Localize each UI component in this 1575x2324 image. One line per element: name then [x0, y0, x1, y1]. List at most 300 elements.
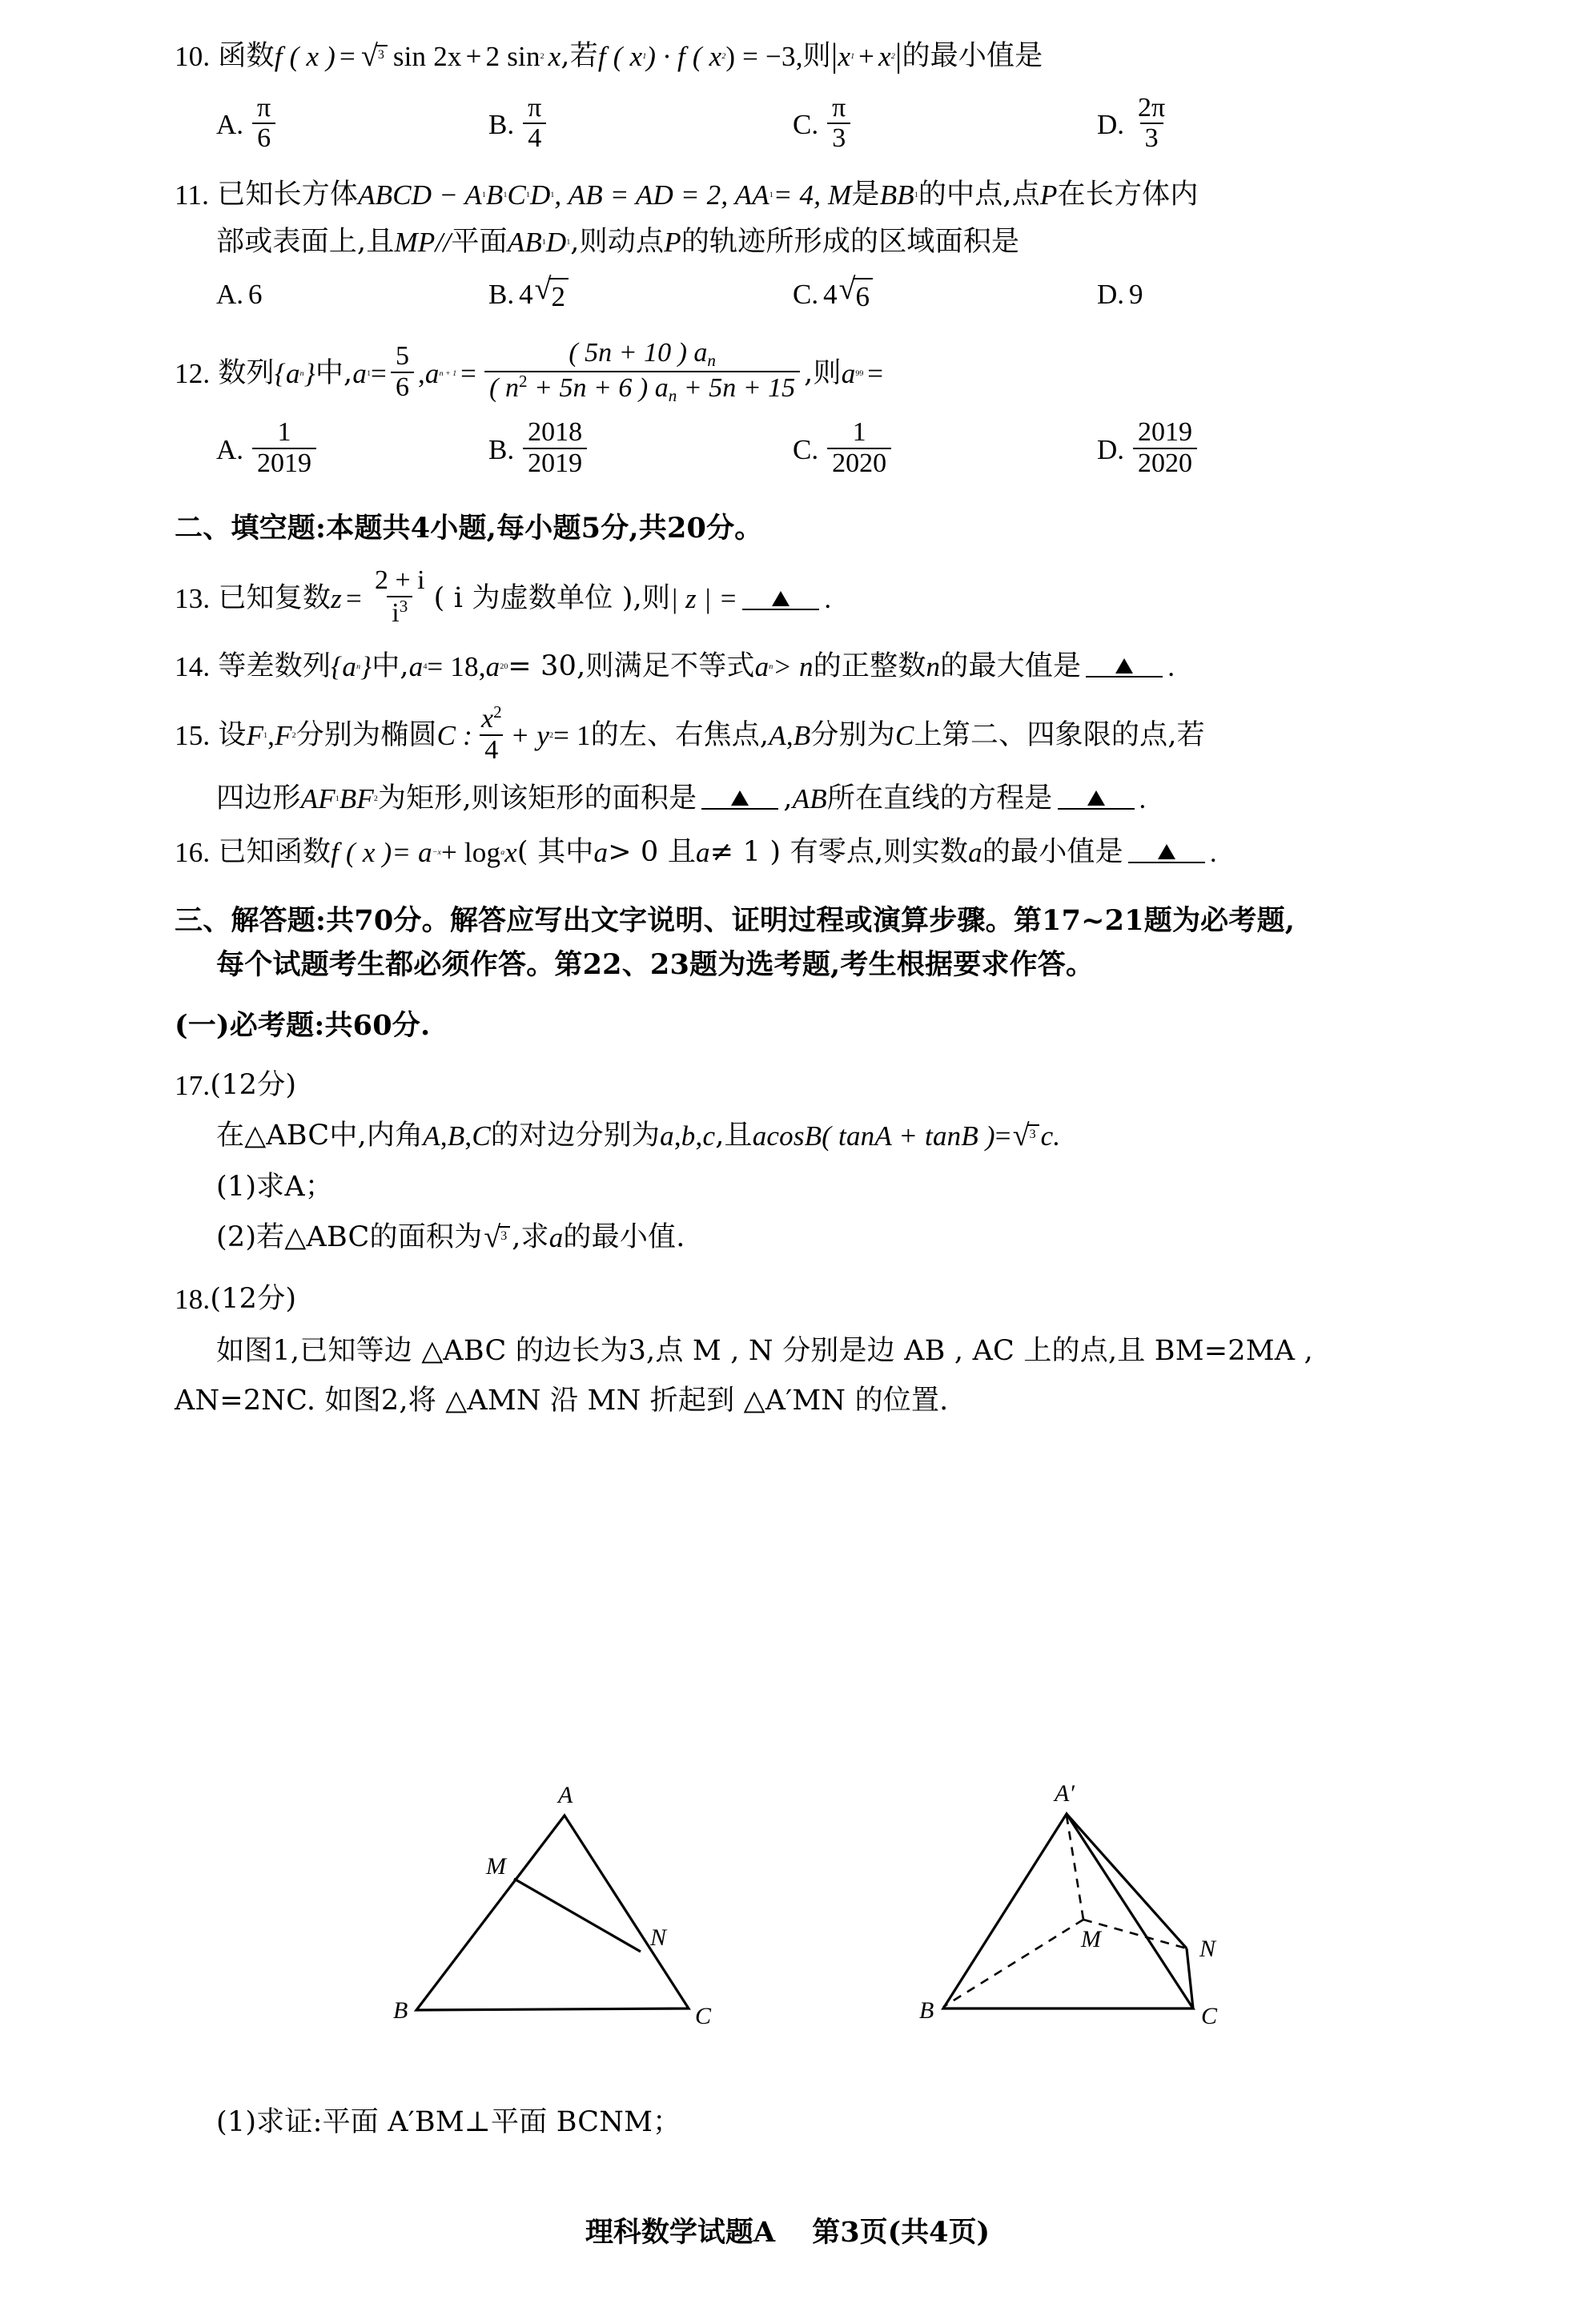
- q10-stem-text: 函数: [218, 40, 275, 73]
- q11-solid2: B: [485, 179, 504, 211]
- q12-option-d-label: D.: [1097, 434, 1125, 466]
- q11-plane2: D: [545, 227, 567, 259]
- question-11: [175, 179, 1504, 211]
- q13-equals: =: [346, 583, 362, 615]
- q11-plane: AB: [507, 227, 542, 259]
- hidden-edge-m-b: [943, 1920, 1083, 2007]
- q12-ze: ,则: [804, 357, 842, 390]
- question-17-sub1: [175, 1171, 1504, 1204]
- q11-option-c-value: 4: [823, 278, 838, 310]
- figure-1-label-B: B: [393, 1997, 408, 2024]
- q15-C2: C: [894, 720, 914, 752]
- q16-a2: a: [696, 836, 710, 868]
- q16-log-base: a: [500, 847, 505, 857]
- q18-line1-text: 如图1,已知等边 △ABC 的边长为3,点 M , N 分别是边 AB , AC 上的点,且 BM=2MA ,: [216, 1335, 1313, 1368]
- q11-l2-d: 的轨迹所形成的区域面积是: [681, 226, 1020, 259]
- q16-eq-a: = a: [392, 836, 432, 868]
- q17-c2: ,: [464, 1120, 472, 1152]
- q12-num-text: ( 5n + 10 ) a: [569, 338, 708, 368]
- q11-mp: MP//: [394, 227, 452, 259]
- q14-inequality: > n: [773, 650, 814, 682]
- q16-a3: a: [968, 836, 982, 868]
- q11-point-p2: P: [664, 227, 681, 259]
- q14-zhong: 中,: [372, 649, 409, 682]
- figure-2-label-N: N: [1199, 1936, 1216, 1962]
- q17-sub2-sqrt3: √ 3: [484, 1222, 510, 1252]
- q10-plus: +: [465, 41, 482, 73]
- q11-sub-5: 1: [769, 191, 773, 200]
- question-15: [175, 702, 1504, 766]
- question-17-body: [175, 1120, 1504, 1152]
- q15-y-exponent: 2: [549, 731, 554, 741]
- figure-2-label-A-prime: A′: [1055, 1780, 1075, 1807]
- q10-fx: f ( x ): [274, 41, 335, 73]
- q12-an1-sub: n + 1: [439, 369, 457, 379]
- q15-ellipse-text: 分别为椭圆: [295, 719, 437, 752]
- figure-1-label-C: C: [695, 2003, 712, 2029]
- q12-option-c[interactable]: [793, 417, 1097, 479]
- q14-a4-sub: 4: [423, 661, 428, 671]
- figure-2-label-C: C: [1201, 2003, 1218, 2029]
- q13-abs-z: | z | =: [670, 583, 738, 615]
- q15-comma2: ,: [785, 720, 794, 752]
- q10-equals: =: [340, 41, 356, 73]
- q13-stem-text: 已知复数: [218, 582, 331, 615]
- figure-2-label-B: B: [919, 1997, 934, 2024]
- q10-ze: 则: [802, 40, 831, 73]
- q16-fx: f ( x ): [331, 836, 392, 868]
- q10-option-c-label: C.: [793, 109, 819, 141]
- question-18-sub1: [216, 2106, 681, 2139]
- q12-option-a-label: A.: [216, 434, 244, 466]
- q15-A: A: [769, 720, 786, 752]
- q13-numerator: 2 + i: [374, 565, 425, 596]
- q17-sub2-b: ,求: [512, 1220, 549, 1253]
- q15-fraction-numerator: [476, 704, 507, 734]
- question-10: [175, 37, 1504, 77]
- q14-t6: 的最大值是: [940, 649, 1082, 682]
- q15-number: 15.: [175, 720, 211, 752]
- q17-sub2-a-var: a: [548, 1221, 564, 1253]
- question-13: [175, 565, 1504, 629]
- q11-shi: 是: [851, 178, 880, 211]
- q13-unit-note: ( i 为虚数单位 ),则: [433, 582, 671, 615]
- q13-den-exponent: 3: [399, 596, 408, 616]
- q10-cond-end: ) = −3,: [725, 41, 803, 73]
- q17-angle-B: B: [447, 1120, 465, 1152]
- question-14: [175, 650, 1504, 683]
- subsection-1-title: (一)必考题:共60分.: [175, 1008, 431, 1042]
- q11-option-a[interactable]: [216, 275, 488, 314]
- q13-z: z: [331, 583, 342, 615]
- q14-a20-value: = 30,则满足不等式: [508, 649, 755, 682]
- q15-quad-BF: BF: [339, 782, 374, 814]
- q10-option-d[interactable]: [1097, 92, 1174, 155]
- question-18-line1: [175, 1335, 1504, 1368]
- q10-abs-b-sub: 2: [890, 52, 895, 62]
- q10-option-d-label: D.: [1097, 109, 1125, 141]
- q12-zhong: 中,: [315, 357, 353, 390]
- q12-option-b-label: B.: [488, 434, 515, 466]
- q11-sub-8: 1: [566, 238, 571, 247]
- q12-option-b-fraction: [523, 419, 587, 477]
- q10-sqrt-radicand: 3: [376, 45, 388, 71]
- q10-term2-var: x: [548, 41, 561, 73]
- q18-points: (12分): [210, 1283, 297, 1316]
- q10-sqrt3: √ 3: [361, 41, 388, 71]
- q16-number: 16.: [175, 836, 211, 868]
- q16-t2: ( 其中: [516, 835, 594, 868]
- q17-equals: =: [994, 1120, 1011, 1152]
- q16-log: + log: [440, 836, 501, 868]
- q10-abs-open: |: [830, 38, 838, 74]
- figure-2-label-M: M: [1081, 1926, 1101, 1952]
- q10-term2-exponent: 2: [540, 52, 544, 62]
- q15-F1-sub: 1: [263, 731, 268, 741]
- q10-option-c-denominator: 3: [827, 123, 850, 153]
- q10-option-a-denominator: 6: [252, 123, 275, 153]
- q11-solid3: C: [507, 179, 526, 211]
- q14-n: n: [926, 650, 941, 682]
- q11-option-c[interactable]: [793, 272, 1097, 314]
- q10-option-c[interactable]: [793, 92, 1097, 155]
- q12-option-a-denominator: 2019: [252, 448, 316, 478]
- question-17-sub2: [175, 1221, 1504, 1254]
- q10-option-c-numerator: π: [832, 92, 846, 123]
- q13-answer-blank[interactable]: [742, 591, 819, 610]
- q17-c4: ,: [695, 1120, 703, 1152]
- q15-eq1: = 1: [553, 720, 591, 752]
- q10-abs-plus: +: [858, 41, 875, 73]
- q11-options: [175, 272, 1504, 314]
- q15-F2-sub: 2: [291, 731, 296, 741]
- q10-cond-mid: ) · f ( x: [646, 41, 722, 73]
- q11-solid4: D: [529, 179, 551, 211]
- q12-a1: a: [352, 358, 368, 390]
- q11-sub-7: 1: [541, 238, 546, 247]
- q11-option-d[interactable]: [1097, 275, 1143, 314]
- q12-seq-open: {a: [274, 358, 300, 390]
- q12-option-b-numerator: 2018: [528, 417, 583, 448]
- q15-num-x: x: [480, 704, 494, 734]
- q15-F2: F: [275, 720, 292, 752]
- footer-subject: 理科数学试题A: [585, 2216, 776, 2249]
- figure-1-label-M: M: [486, 1853, 506, 1880]
- triangle-icon: [731, 790, 749, 806]
- q12-option-c-denominator: 2020: [827, 448, 891, 478]
- q12-an1: a: [424, 358, 440, 390]
- q11-l2-c: ,则动点: [570, 226, 665, 259]
- q17-sqrt3: √ 3: [1013, 1120, 1039, 1151]
- q15-quad-sub2: 2: [373, 794, 378, 803]
- q15-num-exponent: 2: [493, 702, 502, 722]
- q12-recurrence-numerator: [564, 340, 721, 370]
- q15-l2-t3: ,: [783, 782, 793, 814]
- q15-t4: 分别为: [810, 719, 895, 752]
- triangle-icon: [1158, 844, 1175, 859]
- q10-term1: sin 2x: [392, 41, 462, 73]
- q18-number: 18.: [175, 1284, 211, 1316]
- q13-fraction: [370, 567, 430, 628]
- q12-den-a: ( n: [489, 373, 519, 404]
- q12-option-c-label: C.: [793, 434, 819, 466]
- q17-sqrt-radicand: 3: [1027, 1124, 1039, 1151]
- q12-option-a-fraction: [252, 419, 316, 477]
- q11-l2-b: 平面: [451, 226, 508, 259]
- q15-x-squared-fraction: [476, 704, 507, 765]
- q11-option-a-value: 6: [248, 278, 263, 310]
- q14-a4: a: [408, 650, 424, 682]
- q14-seq-close: }: [360, 650, 372, 682]
- q16-exponent: −x: [432, 847, 441, 857]
- q12-den-b: + 5n + 6 ) a: [527, 373, 669, 404]
- q14-answer-blank[interactable]: [1086, 658, 1163, 677]
- q15-fraction-denominator: 4: [480, 734, 503, 765]
- q17-sub1-text: (1)求A；: [216, 1170, 334, 1203]
- q16-stem-text: 已知函数: [218, 835, 331, 868]
- q12-stem-text: 数列: [218, 357, 275, 390]
- q17-body-t3: ,且: [715, 1120, 753, 1152]
- q10-option-b-label: B.: [488, 109, 515, 141]
- q10-cond-a: f ( x: [597, 41, 643, 73]
- q10-term2: 2 sin: [485, 41, 540, 73]
- q12-number: 12.: [175, 358, 211, 390]
- q12-num-sub: n: [707, 351, 716, 371]
- q17-c1: ,: [440, 1120, 448, 1152]
- q10-option-d-fraction: [1133, 94, 1170, 153]
- q11-option-c-label: C.: [793, 278, 819, 310]
- q15-quad-AF: AF: [300, 782, 335, 814]
- q12-a99: a: [841, 358, 856, 390]
- section-3-header-line1: [175, 904, 1504, 937]
- q11-sub-1: 1: [481, 191, 486, 200]
- q16-period: .: [1209, 836, 1217, 868]
- subsection-1-header: [175, 1009, 1504, 1042]
- figures-row: [352, 1774, 1345, 2045]
- q12-option-c-fraction: [827, 419, 891, 477]
- q12-fraction-a1: [391, 343, 414, 401]
- q11-tail-1: 在长方体内: [1057, 178, 1199, 211]
- q14-stem-text: 等差数列: [218, 649, 331, 682]
- q11-dims: , AB = AD = 2, AA: [554, 179, 769, 211]
- q15-comma1: ,: [267, 720, 275, 752]
- q12-recurrence-fraction: [484, 340, 800, 404]
- q17-number: 17.: [175, 1070, 211, 1101]
- q15-B: B: [793, 720, 811, 752]
- q12-den-sub: n: [668, 385, 677, 405]
- q14-number: 14.: [175, 650, 211, 682]
- q10-option-a-fraction: [252, 94, 275, 153]
- q11-option-b-value: 4: [519, 278, 533, 310]
- q14-an-sub: n: [769, 661, 773, 671]
- q17-sub2-a: (2)若△ABC的面积为: [216, 1220, 483, 1253]
- q15-answer-blank-1[interactable]: [701, 790, 778, 810]
- q13-den-base: i: [392, 597, 400, 628]
- q10-options: [175, 92, 1504, 155]
- q11-solid: ABCD − A: [358, 179, 482, 211]
- q16-log-arg: x: [504, 836, 517, 868]
- q11-option-b[interactable]: [488, 272, 793, 314]
- figure-2: [849, 1774, 1345, 2045]
- q11-option-b-label: B.: [488, 278, 515, 310]
- q10-option-b[interactable]: [488, 92, 793, 155]
- q10-option-a[interactable]: [216, 92, 488, 155]
- q10-option-b-denominator: 4: [523, 123, 546, 153]
- q15-quad-sub1: 1: [335, 794, 340, 803]
- section-2-title: 二、填空题:本题共4小题,每小题5分,共20分。: [175, 511, 763, 545]
- q16-t5: 的最小值是: [982, 835, 1123, 868]
- q14-t5: 的正整数: [813, 649, 926, 682]
- q12-option-d-fraction: [1133, 419, 1197, 477]
- q17-angle-A: A: [423, 1120, 440, 1152]
- q13-denominator: [387, 596, 412, 628]
- q12-den-sup: 2: [518, 371, 528, 391]
- q15-AB: AB: [792, 782, 827, 814]
- q14-a20-sub: 20: [500, 661, 508, 671]
- section-3-header-line2: [175, 948, 1504, 981]
- q12-a1-numerator: 5: [395, 341, 409, 372]
- solid-outline-abc: [943, 1814, 1193, 2008]
- section-2-header: [175, 512, 1504, 545]
- q15-l2-t1: 四边形: [216, 782, 301, 814]
- question-16: [175, 836, 1504, 869]
- q11-option-d-label: D.: [1097, 278, 1125, 310]
- q12-option-d[interactable]: [1097, 417, 1201, 479]
- q15-l2-t4: 所在直线的方程是: [826, 782, 1053, 814]
- q15-l2-t2: 为矩形,则该矩形的面积是: [377, 782, 697, 814]
- q16-t4: ≠ 1 ) 有零点,则实数: [709, 835, 969, 868]
- q17-body-t2: 的对边分别为: [490, 1120, 661, 1152]
- q17-angle-C: C: [472, 1120, 491, 1152]
- q14-a20: a: [485, 650, 500, 682]
- q13-period: .: [824, 583, 832, 615]
- q17-side-b: b: [681, 1120, 696, 1152]
- q10-option-b-fraction: [523, 94, 546, 153]
- q18-sub1-text: (1)求证:平面 A′BM⊥平面 BCNM；: [216, 2106, 681, 2138]
- q12-a1-denominator: 6: [391, 372, 414, 402]
- section-3-title-line2: 每个试题考生都必须作答。第22、23题为选考题,考生根据要求作答。: [216, 948, 1095, 982]
- q10-option-a-numerator: π: [257, 92, 271, 123]
- figure-2-drawing: [889, 1774, 1305, 2038]
- q12-comma: ,: [417, 358, 425, 390]
- footer-page-number: 第3页(共4页): [812, 2216, 990, 2249]
- q14-a4-value: = 18,: [427, 650, 486, 682]
- q11-number: 11.: [175, 179, 210, 211]
- q10-option-c-fraction: [827, 94, 850, 153]
- q17-sub2-c: 的最小值.: [563, 1220, 685, 1253]
- triangle-icon: [1115, 658, 1133, 673]
- question-11-line2: [175, 226, 1504, 259]
- triangle-abc: [416, 1815, 689, 2010]
- q11-bb: BB: [879, 179, 914, 211]
- q12-eq1: =: [371, 358, 387, 390]
- q18-line2-text: AN=2NC. 如图2,将 △AMN 沿 MN 折起到 △A′MN 的位置.: [175, 1384, 949, 1417]
- q15-plus-y: + y: [510, 720, 550, 752]
- q10-cond-sub1: 1: [642, 52, 647, 62]
- q12-option-a[interactable]: [216, 417, 488, 479]
- q16-a: a: [593, 836, 609, 868]
- q12-recurrence-denominator: [484, 371, 800, 405]
- q14-an: a: [754, 650, 769, 682]
- q15-t5: 上第二、四象限的点,若: [914, 719, 1205, 752]
- q13-number: 13.: [175, 583, 211, 615]
- q10-option-d-denominator: 3: [1140, 123, 1163, 153]
- q12-option-a-numerator: 1: [277, 417, 291, 448]
- q10-option-d-numerator: 2π: [1138, 92, 1166, 123]
- figure-1-label-N: N: [650, 1924, 667, 1951]
- q17-c3: ,: [673, 1120, 681, 1152]
- q17-side-c: c: [702, 1120, 716, 1152]
- q10-option-a-label: A.: [216, 109, 244, 141]
- q10-cond-sub2: 2: [721, 52, 726, 62]
- q10-number: 10.: [175, 41, 211, 73]
- q11-sub-4: 1: [550, 191, 555, 200]
- q12-a1-sub: 1: [367, 369, 372, 379]
- q17-side-a: a: [660, 1120, 674, 1152]
- q12-option-d-numerator: 2019: [1138, 417, 1193, 448]
- section-3-title-line1: 三、解答题:共70分。解答应写出文字说明、证明过程或演算步骤。第17~21题为必考题,: [175, 904, 1296, 938]
- q15-period: .: [1139, 782, 1147, 814]
- q14-period: .: [1167, 650, 1175, 682]
- q11-option-b-sqrt: √ 2: [535, 274, 569, 313]
- q17-expression: acosB( tanA + tanB ): [752, 1120, 995, 1152]
- q11-midpoint-text: 的中点,点: [918, 178, 1040, 211]
- page-footer: [0, 2210, 1575, 2250]
- q17-tail: c.: [1040, 1120, 1061, 1152]
- triangle-icon: [1087, 790, 1105, 806]
- q15-she: 设: [218, 719, 247, 752]
- q12-option-c-numerator: 1: [852, 417, 866, 448]
- q11-option-b-radicand: 2: [548, 278, 569, 313]
- q12-den-c: + 5n + 15: [677, 373, 796, 404]
- q12-option-d-denominator: 2020: [1133, 448, 1197, 478]
- q12-seq-sub: n: [299, 369, 304, 379]
- q10-option-b-numerator: π: [528, 92, 542, 123]
- triangle-icon: [772, 591, 790, 606]
- q12-options: [175, 417, 1504, 479]
- q11-point-p: P: [1039, 179, 1058, 211]
- q15-answer-blank-2[interactable]: [1058, 790, 1135, 810]
- q11-sub-6: 1: [914, 191, 918, 200]
- q14-seq-sub: n: [356, 661, 361, 671]
- q11-l2-a: 部或表面上,且: [216, 226, 395, 259]
- q12-eq3: =: [867, 358, 884, 390]
- question-12: [175, 338, 1504, 406]
- q12-a99-sub: 99: [855, 369, 864, 379]
- question-18-number-row: [175, 1283, 1504, 1316]
- q15-foci-text: 的左、右焦点,: [590, 719, 769, 752]
- q16-t3: > 0 且: [608, 835, 697, 868]
- question-18-line2: [175, 1385, 1504, 1417]
- q10-ruo: ,若: [560, 40, 598, 73]
- page-content: [175, 37, 1504, 1417]
- figure-1-label-A: A: [558, 1782, 573, 1808]
- q10-abs-close: |: [894, 38, 902, 74]
- q11-stem-text: 已知长方体: [217, 178, 359, 211]
- q17-sub2-radicand: 3: [498, 1226, 510, 1252]
- q11-dims2: = 4, M: [773, 179, 852, 211]
- q15-curve-C: C :: [436, 720, 472, 752]
- q12-option-b[interactable]: [488, 417, 793, 479]
- q10-tail: 的最小值是: [902, 40, 1043, 73]
- q10-abs-a-sub: 1: [850, 52, 855, 62]
- q11-option-c-radicand: 6: [853, 278, 873, 313]
- q16-answer-blank[interactable]: [1128, 844, 1205, 863]
- q10-abs-b: x: [878, 41, 891, 73]
- q11-sub-2: 1: [503, 191, 508, 200]
- figure-1: [352, 1774, 849, 2045]
- q14-seq-open: {a: [331, 650, 357, 682]
